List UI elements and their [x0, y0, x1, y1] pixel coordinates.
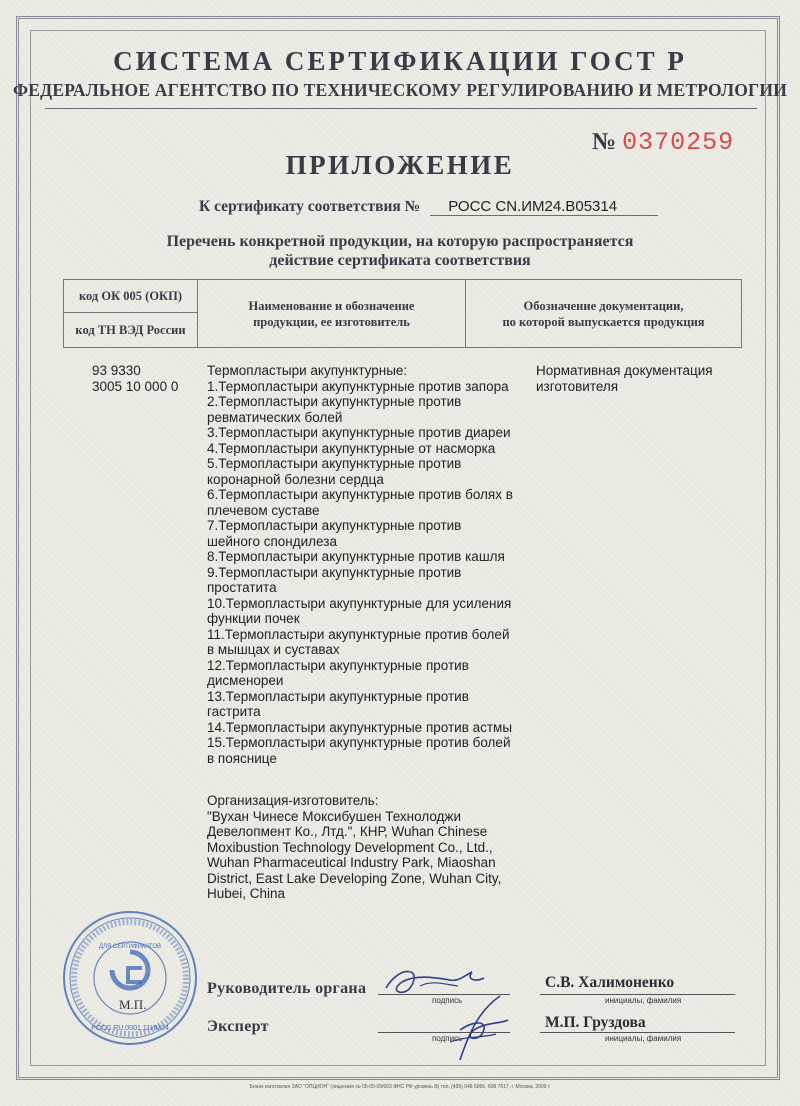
manufacturer-line: District, East Lake Developing Zone, Wuhan City, — [207, 870, 502, 886]
header-documentation — [466, 280, 741, 365]
manufacturer-line: Moxibustion Technology Development Co., Ltd., — [207, 839, 493, 855]
product-item-line: коронарной болезни сердца — [207, 471, 384, 487]
header-documentation-line2: по которой выпускается продукция — [502, 315, 705, 329]
documentation-line2: изготовителя — [536, 378, 619, 394]
manufacturer-line: "Вухан Чинесе Моксибушен Технолоджи — [207, 808, 462, 824]
certificate-number: РОСС CN.ИМ24.В05314 — [430, 198, 658, 216]
product-list-title-line2: действие сертификата соответствия — [269, 252, 531, 269]
product-item-line: 9.Термопластыри акупунктурные против — [207, 564, 462, 580]
header-code-tnved: код ТН ВЭД России — [64, 313, 198, 347]
system-title: СИСТЕМА СЕРТИФИКАЦИИ ГОСТ Р — [113, 46, 687, 76]
product-item-line: функции почек — [207, 611, 300, 626]
certificate-reference — [199, 198, 658, 216]
product-item-line: 1.Термопластыри акупунктурные против запора — [207, 378, 509, 394]
documentation-line1: Нормативная документация — [536, 363, 713, 378]
product-item-line: ревматических болей — [207, 409, 343, 425]
manufacturer-line: Hubei, China — [207, 886, 286, 901]
header-product-name-line1: Наименование и обозначение — [248, 299, 415, 313]
product-item-line: плечевом суставе — [207, 502, 320, 518]
product-item-line: 2.Термопластыри акупунктурные против — [207, 394, 462, 409]
product-item-line: шейного спондилеза — [207, 533, 337, 549]
expert-signature-caption: подпись — [432, 1034, 463, 1043]
product-codes — [92, 363, 178, 394]
head-signature-caption: подпись — [432, 996, 463, 1005]
head-name: С.В. Халимоненко — [545, 974, 675, 991]
agency-title: ФЕДЕРАЛЬНОЕ АГЕНТСТВО ПО ТЕХНИЧЕСКОМУ РЕГУЛИРОВАНИЮ И МЕТРОЛОГИИ — [12, 80, 788, 100]
product-item-line: 6.Термопластыри акупунктурные против болях в — [207, 487, 513, 502]
code-tnved-value: 3005 10 000 0 — [92, 378, 179, 394]
document-title: ПРИЛОЖЕНИЕ — [285, 150, 515, 180]
product-list-title — [0, 232, 800, 270]
head-name-caption: инициалы, фамилия — [605, 996, 682, 1005]
product-item-line: 4.Термопластыри акупунктурные от насморка — [207, 440, 496, 456]
table-header — [63, 279, 742, 348]
product-item-line: в мышцах и суставах — [207, 642, 340, 657]
expert-signature — [430, 990, 520, 1066]
stamp-ring-text: РОСС RU.0001.11ИМ24 — [91, 1025, 169, 1032]
certification-stamp — [60, 908, 200, 1048]
manufacturer-block — [207, 793, 527, 902]
product-item-line: простатита — [207, 580, 277, 595]
product-list — [207, 363, 527, 766]
product-item-line: гастрита — [207, 704, 261, 719]
expert-label: Эксперт — [207, 1018, 269, 1035]
product-item-line: 10.Термопластыри акупунктурные для усиления — [207, 595, 512, 611]
manufacturer-line: Wuhan Pharmaceutical Industry Park, Miaoshan — [207, 855, 496, 870]
certificate-label: К сертификату соответствия № — [199, 198, 421, 215]
stamp-center-text: ДЛЯ СЕРТИФИКАТОВ — [98, 944, 162, 950]
expert-name: М.П. Груздова — [545, 1014, 646, 1031]
manufacturer-label: Организация-изготовитель: — [207, 793, 379, 808]
header-documentation-line1: Обозначение документации, — [523, 299, 684, 313]
product-item-line: 7.Термопластыри акупунктурные против — [207, 518, 462, 533]
product-item-line: 13.Термопластыри акупунктурные против — [207, 688, 469, 704]
product-item-line: 3.Термопластыри акупунктурные против диареи — [207, 425, 511, 440]
product-item-line: 12.Термопластыри акупунктурные против — [207, 657, 469, 673]
product-item-line: в пояснице — [207, 750, 277, 766]
product-list-intro: Термопластыри акупунктурные: — [207, 363, 408, 378]
product-item-line: 14.Термопластыри акупунктурные против астмы — [207, 719, 513, 735]
header-product-name — [198, 280, 466, 347]
expert-name-line — [540, 1032, 735, 1033]
product-item-line: 11.Термопластыри акупунктурные против болей — [207, 626, 510, 642]
documentation-cell — [536, 363, 736, 394]
number-sign: № — [592, 129, 617, 155]
product-item-line: 8.Термопластыри акупунктурные против кашля — [207, 549, 505, 564]
product-item-line: 15.Термопластыри акупунктурные против болей — [207, 735, 511, 750]
head-name-line — [540, 994, 735, 995]
stamp-mp-label: М.П. — [119, 997, 147, 1012]
blank-footer: Бланк изготовлен ЗАО "ОПЦИОН" (лицензия № 05-05-09/003 ФНС РФ уровень В) тел. (495) 648 6066, 608 7617, г. Москва, 2009 г. — [249, 1084, 551, 1090]
product-item-line: 5.Термопластыри акупунктурные против — [207, 456, 462, 471]
code-okp-value: 93 9330 — [92, 363, 141, 378]
product-list-title-line1: Перечень конкретной продукции, на которую распространяется — [166, 233, 634, 250]
header-divider — [45, 108, 757, 109]
header-product-name-line2: продукции, ее изготовитель — [253, 315, 410, 329]
manufacturer-line: Девелопмент Ко., Лтд.", КНР, Wuhan Chinese — [207, 824, 488, 839]
blank-number-value: 0370259 — [622, 128, 735, 157]
expert-name-caption: инициалы, фамилия — [605, 1034, 682, 1043]
product-item-line: дисменореи — [207, 673, 284, 688]
head-label: Руководитель органа — [207, 980, 367, 997]
header-code-okp: код ОК 005 (ОКП) — [64, 280, 198, 313]
